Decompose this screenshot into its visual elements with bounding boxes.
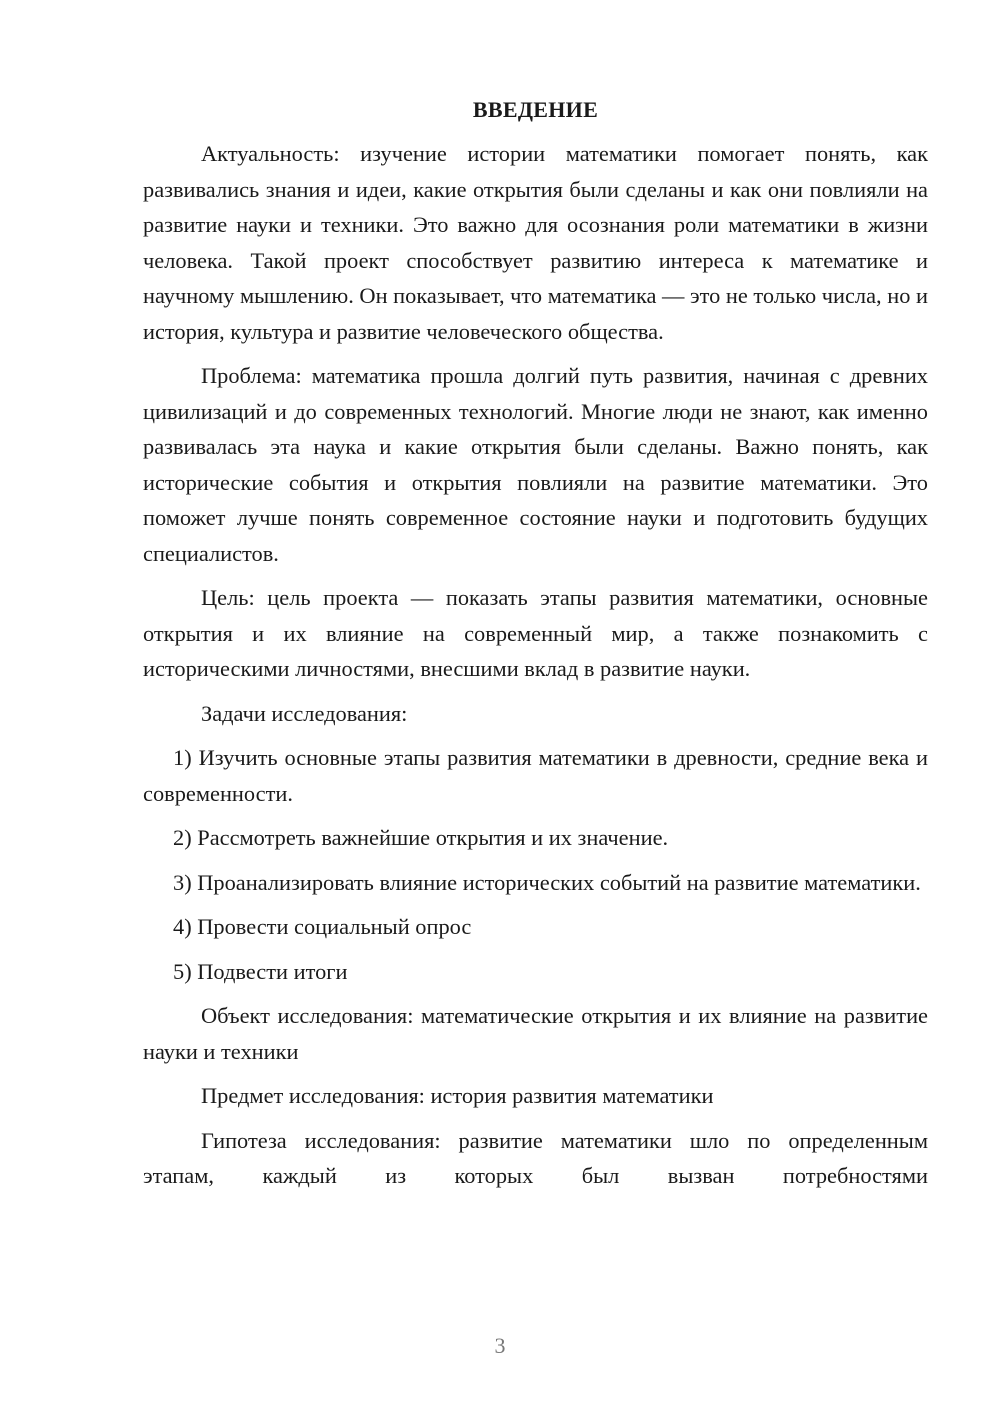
paragraph-subject: Предмет исследования: история развития математики (201, 1083, 714, 1108)
paragraph-goal: Цель: цель проекта — показать этапы развития математики, основные открытия и их влияние на современный мир, а также познакомить с историческими личностями, внесшими вклад в развитие науки. (143, 585, 928, 681)
section-heading: ВВЕДЕНИЕ (472, 97, 599, 122)
list-item: 3) Проанализировать влияние исторических событий на развитие математики. (173, 869, 921, 895)
list-item: 5) Подвести итоги (173, 958, 348, 984)
document-page (143, 92, 928, 1203)
paragraph-problem: Проблема: математика прошла долгий путь развития, начиная с древних цивилизаций и до современных технологий. Многие люди не знают, как именно развивалась эта наука и какие открытия были сделаны. Важно понять, как исторические события и открытия повлияли на развитие математики. Это поможет лучше понять современное состояние науки и подготовить будущих специалистов. (143, 363, 928, 566)
list-item: 1) Изучить основные этапы развития математики в древности, средние века и современности. (143, 745, 928, 806)
paragraph-hypothesis: Гипотеза исследования: развитие математики шло по определенным этапам, каждый из которых был вызван потребностями (143, 1127, 928, 1188)
paragraph-object: Объект исследования: математические открытия и их влияние на развитие науки и техники (143, 1003, 928, 1064)
list-item: 2) Рассмотреть важнейшие открытия и их значение. (173, 825, 669, 850)
list-item: 4) Провести социальный опрос (173, 914, 472, 939)
tasks-label: Задачи исследования: (201, 700, 408, 726)
paragraph-relevance: Актуальность: изучение истории математики помогает понять, как развивались знания и идеи, какие открытия были сделаны и как они повлияли на развитие науки и техники. Это важно для осознания роли математики в жизни человека. Такой проект способствует развитию интереса к математике и научному мышлению. Он показывает, что математика — это не только числа, но и история, культура и развитие человеческого общества. (143, 141, 928, 344)
page-number: 3 (494, 1333, 506, 1358)
tasks-list (143, 740, 928, 989)
